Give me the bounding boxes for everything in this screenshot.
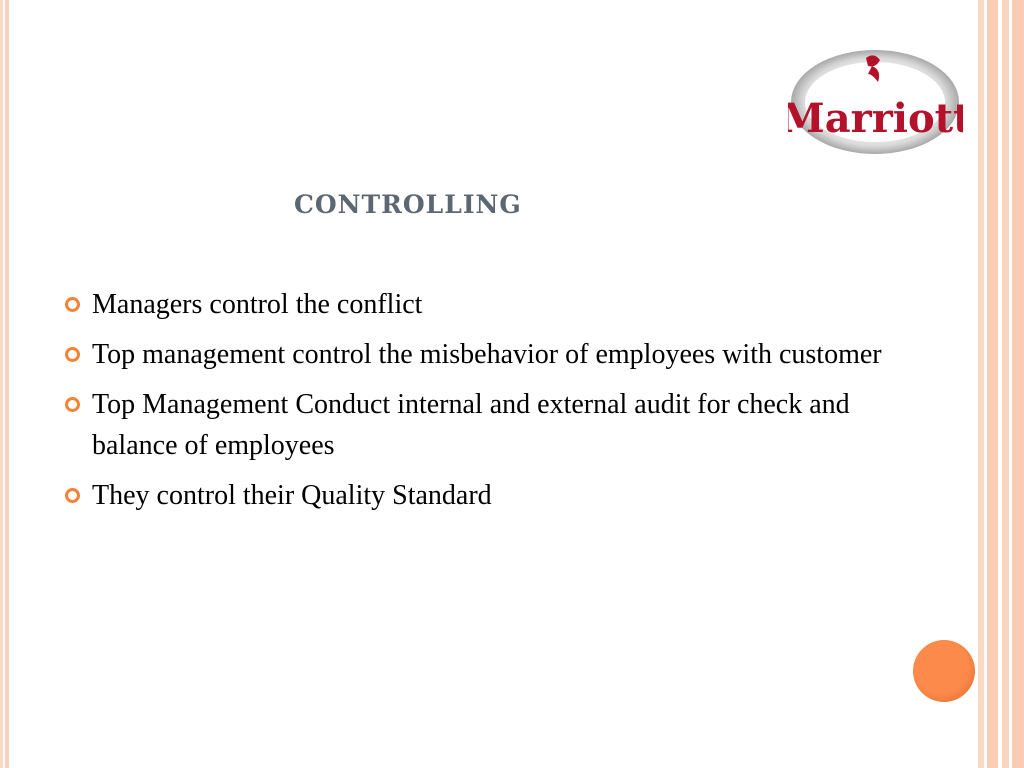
bullet-ring-icon	[65, 488, 80, 503]
bullet-text: Managers control the conflict	[92, 289, 423, 320]
list-item	[62, 384, 882, 466]
bullet-text: Top management control the misbehavior of employees with customer	[92, 339, 882, 370]
bullet-ring-icon	[65, 297, 80, 312]
bullet-list	[62, 284, 882, 525]
list-item	[62, 334, 882, 375]
list-item	[62, 475, 882, 516]
right-border-stripes	[976, 0, 1024, 768]
accent-circle	[913, 640, 975, 702]
list-item	[62, 284, 882, 325]
bullet-ring-icon	[65, 347, 80, 362]
slide-title: controlling	[294, 180, 522, 222]
bullet-text: They control their Quality Standard	[92, 480, 492, 511]
bullet-ring-icon	[65, 397, 80, 412]
marriott-logo	[788, 48, 963, 156]
logo-text: Marriott	[788, 95, 963, 142]
bullet-text: Top Management Conduct internal and external audit for check and balance of employees	[92, 389, 850, 461]
left-border-stripe	[0, 0, 9, 768]
